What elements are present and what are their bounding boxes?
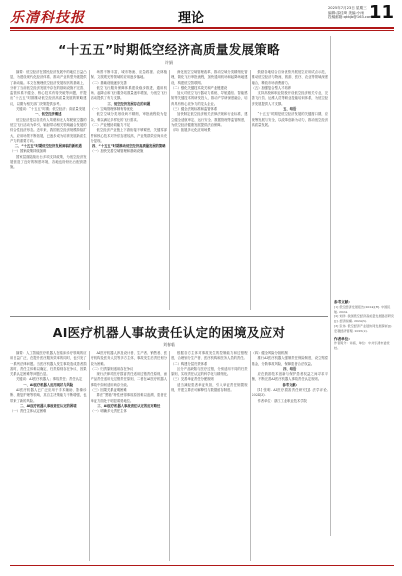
text-column <box>91 351 168 561</box>
dateline-row: 投稿邮箱:qkkjb@163.com <box>328 15 373 20</box>
article1-author: 许娟 <box>165 60 173 65</box>
column-divider <box>250 70 251 310</box>
reference-item: [2] 刘洋. 我国低空经济高质量发展路径研究[J]. 经济纵横, 2024(5). <box>334 314 394 324</box>
text-column <box>252 351 329 561</box>
section-heading: 三、AI医疗机器人事故责任认定的应对路径 <box>97 403 161 408</box>
section-heading: 四、结语 <box>283 366 297 371</box>
paragraph: AI医疗机器人已广泛应用于手术辅助、影像诊断、康复护理等领域，其自主决策能力不断增强，也带来了新的风险。 <box>10 388 87 403</box>
subsection-heading: （二）基础设施逐步完善 <box>90 80 127 85</box>
paragraph: 应在鼓励技术创新与保护患者权益之间寻求平衡，不断完善AI医疗机器人事故责任认定规则。 <box>251 372 328 382</box>
paragraph: [1] 张明. AI医疗损害责任研究[J]. 法学评论, 2024(3). <box>251 388 328 398</box>
paragraph: 加大对低空飞行器动力系统、导航通信、智能感知等关键技术的研发投入，推动产学研深度融合，培育具有核心竞争力的龙头企业。 <box>171 91 248 106</box>
section-heading: 一、AI医疗机器人应用现状与风险 <box>23 382 74 387</box>
section-heading: 四、“十五五”时期推动低空经济高质量发展的策略 <box>91 144 166 149</box>
paragraph: 区分产品缺陷与医疗过错，分别适用不同的归责原则，实现责任认定的科学化与精细化。 <box>171 366 248 377</box>
paragraph: 摘要：人工智能医疗机器人在临床诊疗领域的应用日益广泛，在提升医疗服务效率的同时，也引发了一系列法律问题。当医疗机器人发生事故造成患者损害时，责任主体难以确定、归责原则存在争议、因果关系认定困难等问题凸显。 <box>10 351 87 377</box>
article1-title: “十五五”时期低空经济高质量发展策略 <box>58 42 280 57</box>
subsection-heading: （四）拓展多元化应用场景 <box>171 128 211 133</box>
column-divider <box>250 351 251 561</box>
text-column <box>171 351 248 561</box>
column-divider <box>169 70 170 310</box>
article-separator <box>10 316 328 317</box>
paragraph: 作者单位：浙江工业职业技术学院 <box>257 398 307 403</box>
masthead-rule-thin <box>10 30 394 31</box>
section-heading: 二、“十五五”时期低空经济发展面临的新机遇 <box>14 144 82 149</box>
text-column <box>252 70 329 310</box>
paragraph: 低空经济是以各类有人驾驶和无人驾驶航空器的低空飞行活动为牵引，辐射带动相关领域融合发展的综合性经济形态。近年来，我国低空经济规模持续扩大，应用场景不断拓展，已逐步成为培育发展新质生产力的重要方向。 <box>10 117 87 143</box>
section-title: 理论 <box>178 11 205 26</box>
masthead-rule <box>10 27 394 29</box>
paragraph: 关键词：“十五五”时期；低空经济；高质量发展 <box>16 107 86 112</box>
subsection-heading: （二）归责原则适用存在争议 <box>90 366 134 371</box>
bio-heading: 作者单位: <box>334 336 350 341</box>
section-heading: 一、低空经济概述 <box>35 112 62 117</box>
subsection-heading: （一）空域管理体制有待优化 <box>90 107 134 112</box>
paragraph: 低空经济产业链上下游衔接不够紧密，关键零部件和核心技术对外依存度较高，产业集群效应尚未充分显现。 <box>90 128 167 143</box>
references-heading: 参考文献: <box>334 300 350 304</box>
section-heading: 五、结语 <box>283 107 297 112</box>
article2-title: AI医疗机器人事故责任认定的困境及应对 <box>52 325 286 340</box>
page-number: 11 <box>368 2 394 23</box>
paragraph: 支持高校和职业院校开设低空经济相关专业，完善飞行员、运维人员等职业技能培训体系，为低空经济发展提供人才支撑。 <box>251 91 328 106</box>
paragraph: 关键词：AI医疗机器人；事故责任；责任认定 <box>16 377 83 382</box>
section-heading: 二、AI医疗机器人事故责任认定的困境 <box>19 403 77 408</box>
paragraph: 推行AI医疗机器人强制责任保险制度，设立赔偿基金，分散事故风险，保障患者合法权益。 <box>251 356 328 366</box>
subsection-heading: （三）完善举证责任分配规则 <box>171 377 214 382</box>
paragraph: 低空飞行服务保障体系建设稳步推进，通用机场、起降点和飞行服务站数量逐年增加，为低空飞行活动提供了有力支撑。 <box>90 85 167 101</box>
text-column <box>10 70 87 310</box>
dateline-row: 编辑:邵佳琦 美编:小雨 <box>328 10 364 15</box>
newspaper-logo: 乐清科技报 <box>10 10 85 26</box>
subsection-heading: （二）产业链协同能力不足 <box>90 122 131 127</box>
text-column <box>91 70 168 310</box>
paragraph: 算法“黑箱”特性使得事故原因难以追溯，患者在举证方面处于明显弱势地位。 <box>90 393 167 403</box>
paragraph: 现行法律对医疗损害责任适用过错责任原则，而产品责任适用无过错责任原则，二者在AI医疗机器人事故中如何适用尚存分歧。 <box>90 372 167 387</box>
paragraph: 根据各方主体对事故发生的控制能力和过错程度，合理划分生产者、医疗机构和医务人员的责任。 <box>171 351 248 361</box>
subsection-heading: （二）构建分层归责体系 <box>171 361 208 366</box>
subsection-heading: （一）加快完善空域管理和基础设施 <box>90 149 144 154</box>
section-heading: 三、低空经济发展存在的问题 <box>107 101 151 106</box>
masthead <box>10 2 394 27</box>
article2-author: 刘春临 <box>163 342 175 347</box>
dateline-row: 2025年7月23日 星期三 <box>328 6 367 10</box>
subsection-heading: （三）因果关系证明困难 <box>90 388 127 393</box>
paragraph: 加快制定低空经济相关法律法规和行业标准，建立健全适航审定、运行安全、数据管理等监管制度，为低空经济健康发展提供法治保障。 <box>171 112 248 127</box>
column-divider <box>89 70 90 310</box>
column-divider <box>169 351 170 561</box>
paragraph: 深化低空空域管理改革，推动空域分类精细化管理，简化飞行审批流程，加快通用机场和起降场地建设，构建低空智联网。 <box>171 70 248 85</box>
paragraph: 国家层面陆续出台多项支持政策，为低空经济发展营造了良好的制度环境，各地也纷纷出台配套措施。 <box>10 154 87 170</box>
subsection-heading: （一）国家政策持续加码 <box>10 149 47 154</box>
subsection-heading: （一）责任主体认定困难 <box>10 409 47 414</box>
author-bio: 作者简介：许娟，单位：中共乐清市委党校。 <box>334 341 390 351</box>
subsection-heading: （一）明确多元责任主体 <box>90 409 127 414</box>
column-divider <box>89 351 90 561</box>
paragraph: 适当减轻患者举证负担，引入举证责任倒置规则，并建立算法可解释性与数据留存制度。 <box>171 382 248 393</box>
references-heading: 参考文献: <box>282 382 297 387</box>
paragraph: AI医疗机器人涉及设计者、生产者、销售者、医疗机构及医务人员等多方主体，事故发生后责任划分较为困难。 <box>90 351 167 366</box>
subsection-heading: （四）健全风险分担机制 <box>251 351 288 355</box>
footer-rule <box>10 565 394 566</box>
paragraph: “十五五”时期是低空经济发展的关键窗口期，应统筹发展与安全，以改革创新为动力，推动低空经济高质量发展。 <box>251 112 328 127</box>
reference-item: [3] 张伟. 低空经济产业链协同发展探析[J]. 宏观经济管理, 2025(2). <box>334 323 393 333</box>
sidebar-references <box>334 300 394 351</box>
subsection-heading: （二）强化关键技术攻关和产业链建设 <box>171 85 228 90</box>
sidebar-divider <box>330 36 331 536</box>
subsection-heading: （五）加强复合型人才培养 <box>251 85 292 90</box>
text-column <box>10 351 87 561</box>
text-column <box>171 70 248 310</box>
paragraph: 鼓励各地结合自身优势开展低空应用试点示范，推动低空经济与物流、旅游、医疗、农业等领域深度融合，释放市场消费潜力。 <box>251 70 328 85</box>
paragraph: 低空空域分类划设尚不精细，审批流程较为复杂，难以满足多样化的飞行需求。 <box>90 112 167 122</box>
paragraph: 场景不断丰富，城市物流、应急救援、农林植保、文旅观光等领域的应用逐步落地。 <box>90 70 167 80</box>
reference-item: [1] 低空经济发展报告(2024)[R]. 中国民航, 2024. <box>334 304 391 314</box>
paragraph: 摘要：低空经济在国民经济发展中的地位日益凸显，为建设现代化经济体系、推动产业转型升级提供了新动能。本文在梳理低空经济发展现状的基础上，分析了当前低空经济发展中存在的基础设施不完善、监管体系不健全、核心技术有待突破等问题，并提出“十五五”时期推动低空经济高质量发展的策略建议，以期为相关部门决策提供参考。 <box>10 70 87 106</box>
subsection-heading: （三）健全法规标准和监管体系 <box>171 107 218 112</box>
